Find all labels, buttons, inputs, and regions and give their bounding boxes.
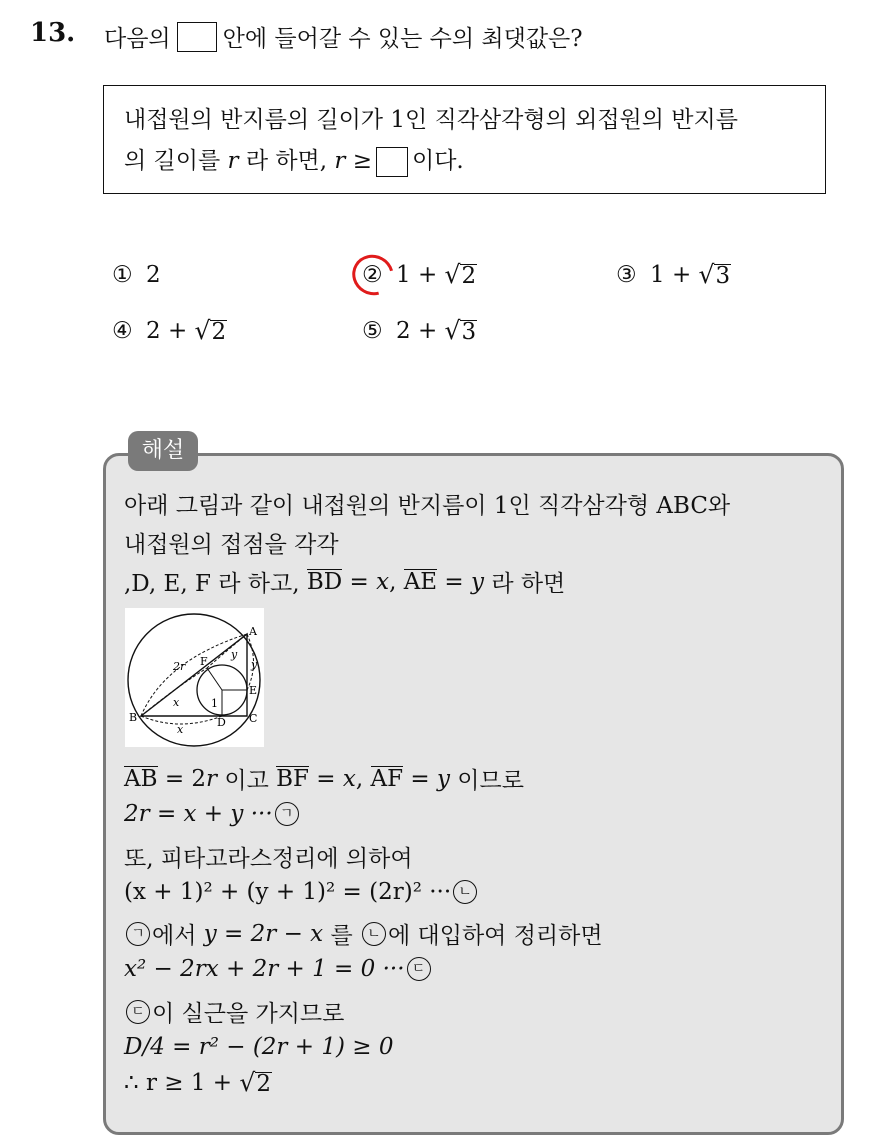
label-e: E [249,684,258,697]
label-y-right: y [251,658,258,671]
solution-line-4: AB = 2 r 이고 BF = x , AF = y 이므로 [124,765,524,794]
sqrt: √ 2 [239,1068,271,1097]
sqrt: √ 2 [194,316,227,345]
sqrt: √ 2 [444,260,477,289]
solution-line-8: ㄱ 에서 y = 2r − x 를 ㄴ 에 대입하여 정리하면 [124,917,603,950]
solution-line-9: x² − 2rx + 2r + 1 = 0 ··· ㄷ [124,956,433,982]
solution-line-10: ㄷ 이 실근을 가지므로 [124,995,344,1028]
solution-line-7: (x + 1)² + (y + 1)² = (2r)² ··· ㄴ [124,879,479,905]
solution-line-3: ,D, E, F 라 하고, BD = x , AE = y 라 하면 [124,568,566,597]
solution-label: 해설 [128,431,198,471]
choice-1[interactable]: ① 2 [112,262,161,288]
label-b: B [129,711,138,724]
label-d: D [217,716,226,729]
question-prompt [104,20,583,53]
sqrt: √ 3 [444,316,477,345]
prompt-before: 다음의 [104,26,171,52]
triangle-figure [125,608,264,747]
answer-blank [177,22,217,52]
selected-answer-mark [345,247,401,303]
choice-5[interactable]: ⑤ 2 + √ 3 [362,316,477,345]
label-x-bottom: x [177,723,184,736]
sqrt: √ 3 [698,260,731,289]
label-x-top: x [173,696,180,709]
condition-line-1: 내접원의 반지름의 길이가 1인 직각삼각형의 외접원의 반지름 [124,107,738,133]
solution-line-11: D/4 = r² − (2r + 1) ≥ 0 [124,1034,394,1060]
solution-line-6: 또, 피타고라스정리에 의하여 [124,846,413,872]
solution-line-1: 아래 그림과 같이 내접원의 반지름이 1인 직각삼각형 ABC와 [124,493,731,519]
condition-box [103,85,826,194]
label-2r: 2r [173,660,186,673]
solution-line-12: ∴ r ≥ 1 + √ 2 [124,1068,271,1097]
label-f: F [200,655,208,668]
question-number: 13. [30,18,76,48]
label-a: A [249,625,257,638]
condition-line-2: 의 길이를 r 라 하면, r ≥ 이다. [124,141,805,182]
solution-line-2: 내접원의 접점을 각각 [124,532,339,558]
solution-line-5: 2r = x + y ··· ㄱ [124,801,301,827]
choice-2[interactable]: ② 1 + √ 2 [362,260,477,289]
label-c: C [249,712,258,725]
prompt-after: 안에 들어갈 수 있는 수의 최댓값은? [222,26,583,52]
label-one: 1 [211,697,218,710]
choice-3[interactable]: ③ 1 + √ 3 [616,260,731,289]
choice-4[interactable]: ④ 2 + √ 2 [112,316,227,345]
label-y-left: y [231,648,238,661]
condition-blank [376,147,408,177]
